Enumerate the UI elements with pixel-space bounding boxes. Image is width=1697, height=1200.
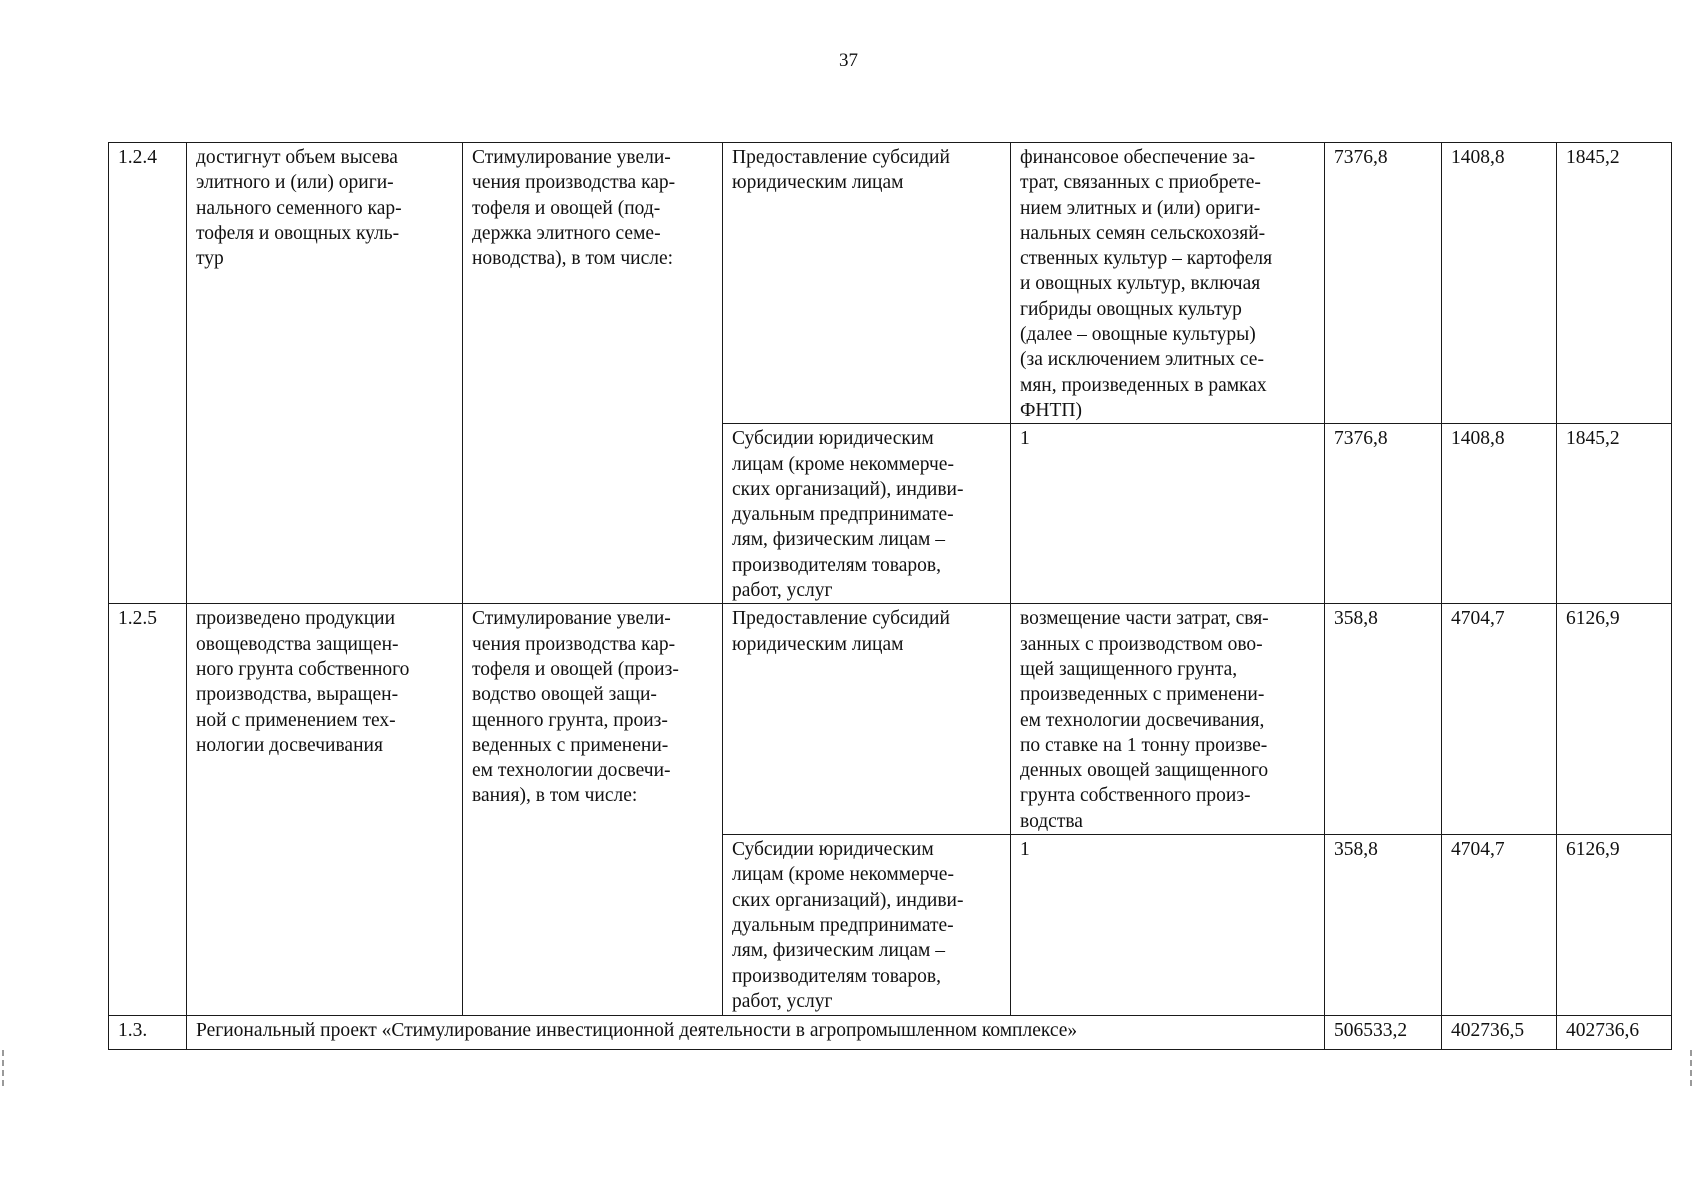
value-cell-year3: 402736,6 <box>1557 1016 1672 1050</box>
value-cell-year2: 4704,7 <box>1442 835 1557 1016</box>
support-type-cell: Предоставление субсидий юридическим лицам <box>723 143 1011 424</box>
description-cell: 1 <box>1011 424 1325 604</box>
table-row <box>109 143 1672 424</box>
value-cell-year3: 1845,2 <box>1557 424 1672 604</box>
project-title-cell: Региональный проект «Стимулирование инвестиционной деятельности в агропромышленном комплексе» <box>187 1016 1325 1050</box>
row-number-cell: 1.2.5 <box>109 604 187 1016</box>
result-cell: достигнут объем высева элитного и (или) ориги- нального семенного кар- тофеля и овощных куль- тур <box>187 143 463 604</box>
support-type-cell: Субсидии юридическим лицам (кроме некоммерче- ских организаций), индиви- дуальным предпринимате- лям, физическим лицам – производителям товаров, работ, услуг <box>723 835 1011 1016</box>
value-cell-year1: 358,8 <box>1325 835 1442 1016</box>
measure-cell: Стимулирование увели- чения производства кар- тофеля и овощей (под- держка элитного семе- новодства), в том числе: <box>463 143 723 604</box>
value-cell-year1: 506533,2 <box>1325 1016 1442 1050</box>
support-type-cell: Субсидии юридическим лицам (кроме некоммерче- ских организаций), индиви- дуальным предпринимате- лям, физическим лицам – производителям товаров, работ, услуг <box>723 424 1011 604</box>
value-cell-year2: 402736,5 <box>1442 1016 1557 1050</box>
measure-cell: Стимулирование увели- чения производства кар- тофеля и овощей (произ- водство овощей защи- щенного грунта, произ- веденных с применени- ем технологии досвечи- вания), в том числе: <box>463 604 723 1016</box>
value-cell-year1: 7376,8 <box>1325 424 1442 604</box>
value-cell-year3: 6126,9 <box>1557 835 1672 1016</box>
budget-table <box>108 142 1672 1050</box>
row-number-cell: 1.3. <box>109 1016 187 1050</box>
description-cell: возмещение части затрат, свя- занных с производством ово- щей защищенного грунта, произведенных с применени- ем технологии досвечивания, по ставке на 1 тонну произве- денных овощей защищенного грунта собственного произ- водства <box>1011 604 1325 835</box>
project-row <box>109 1016 1672 1050</box>
value-cell-year2: 4704,7 <box>1442 604 1557 835</box>
value-cell-year3: 1845,2 <box>1557 143 1672 424</box>
description-cell: финансовое обеспечение за- трат, связанных с приобрете- нием элитных и (или) ориги- нальных семян сельскохозяй- ственных культур – картофеля и овощных культур, включая гибриды овощных культур (далее – овощные культуры) (за исключением элитных се- мян, произведенных в рамках ФНТП) <box>1011 143 1325 424</box>
value-cell-year2: 1408,8 <box>1442 424 1557 604</box>
value-cell-year1: 7376,8 <box>1325 143 1442 424</box>
value-cell-year1: 358,8 <box>1325 604 1442 835</box>
support-type-cell: Предоставление субсидий юридическим лицам <box>723 604 1011 835</box>
description-cell: 1 <box>1011 835 1325 1016</box>
right-margin-mark <box>1690 1050 1694 1086</box>
table-row <box>109 604 1672 835</box>
row-number-cell: 1.2.4 <box>109 143 187 604</box>
value-cell-year2: 1408,8 <box>1442 143 1557 424</box>
result-cell: произведено продукции овощеводства защищен- ного грунта собственного производства, выращен- ной с применением тех- нологии досвечивания <box>187 604 463 1016</box>
left-margin-mark <box>2 1050 6 1086</box>
value-cell-year3: 6126,9 <box>1557 604 1672 835</box>
page-number: 37 <box>839 50 858 71</box>
